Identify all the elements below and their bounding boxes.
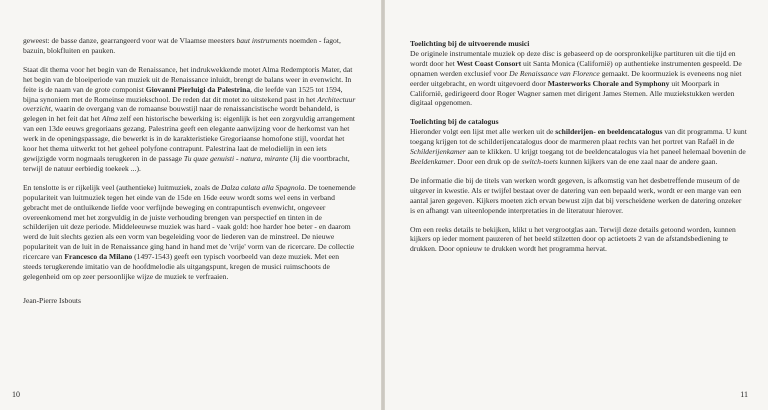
italic-text-run: switch-toets — [521, 156, 558, 166]
italic-text-run: Architectuur overzicht — [23, 94, 356, 114]
text-run: Om een reeks details te bekijken, klikt u het vergrootglas aan. Terwijl deze details getoond worden, kunnen kijkers op ieder moment pauzeren of het beeld stilzetten door op actietoets 2 van de afstandsbediening te drukken. Door opnieuw te drukken wordt het programma hervat. — [410, 224, 736, 254]
text-run: , die leefde van 1525 tot 1594, bijna synoniem met de Romeinse muziekschool. De reden dat dit motet zo uitstekend past in het — [23, 84, 343, 104]
bold-text-run: Francesco da Milano — [64, 252, 133, 262]
bold-text-run: Masterworks Chorale and Symphony — [547, 78, 670, 88]
text-run: (1497-1543) geeft een typisch voorbeeld van deze muziek. Met een steeds terugkerende imitatio van de hoofdmelodie als uitgangspunt, kregen de musici ruimschoots de gelegenheid om op zeer persoonlijke wijze de muziek te verfraaien. — [23, 252, 340, 281]
text-run: van dit programma. U kunt toegang krijgen tot de schilderijencatalogus door de marmeren plaat rechts van het portret van Rafaël in de — [410, 127, 747, 147]
bold-text-run: West Coast Consort — [456, 58, 522, 68]
text-run: (Jij die voortbracht, terwijl de natuur eerbiedig toekeek ...). — [23, 153, 350, 173]
text-run: uit Moorpark in Californië, gedirigeerd door Roger Wagner samen met dirigent James Stemen. Alle muziekstukken werden digitaal opgenomen. — [410, 78, 735, 108]
text-run: , waarin de overgang van de romaanse bouwstijl naar de renaissancistische wordt behandeld, is gelegen in het feit dat het — [23, 104, 340, 124]
text-run: gemaakt. De koormuziek is eveneens nog niet eerder uitgebracht, en wordt uitgevoerd door — [410, 68, 742, 88]
text-run: Hieronder volgt een lijst met alle werken uit de — [410, 127, 556, 137]
dating-info-paragraph — [410, 176, 747, 216]
left-paragraph-2 — [23, 65, 359, 174]
italic-text-run: De Renaissance van Florence — [509, 68, 600, 78]
text-run: zelf een historische bewerking is: eigenlijk is het een zorgvuldig arrangement van een 13de eeuws gregoriaans gezang. Palestrina geeft een elegante aanwijzing voor de herkomst van het werk in de openingspassage, die bewerkt is in de karakteristieke Gregoriaanse homofone stijl, voordat het koor het thema uitwerkt tot het geheel polyfone contrapunt. Palestrina laat de melodielijn in een iets gewijzigde vorm nogmaals terugkeren in de passage — [23, 114, 355, 163]
text-run: Staat dit thema voor het begin van de Renaissance, het indrukwekkende motet Alma Redemptoris Mater, dat het begin van de bloeiperiode van muziek uit de Renaissance inluidt, brengt de balans weer in evenwicht. In feite is de naam van de grote componist — [23, 64, 353, 94]
italic-text-run: Alma — [101, 114, 118, 124]
catalogue-paragraph — [410, 127, 747, 167]
left-paragraph-1 — [23, 36, 359, 56]
italic-text-run: Tu quae genuisti - natura, mirante — [183, 153, 289, 163]
bold-text-run: Giovanni Pierluigi da Palestrina — [145, 84, 251, 94]
italic-text-run: Schilderijenkamer — [410, 147, 466, 157]
page-number-left: 10 — [12, 390, 20, 399]
text-run: kunnen kijkers van de ene zaal naar de andere gaan. — [557, 156, 718, 166]
performers-paragraph — [410, 49, 747, 108]
details-instructions-paragraph — [410, 225, 747, 255]
text-run: . De toenemende populariteit van luitmuziek tegen het einde van de 15de en 16de eeuw wordt soms wel eens in verband gebracht met de ontluikende liefde voor verfijnde beweging en contrapuntisch evenwicht, ongeveer overeenkomend met het zorgvuldig in de juiste verhouding brengen van perspectief en tinten in de schilderijen uit deze periode. Middeleeuwse muziek was hard - vaak gold: hoe harder hoe beter - en daarom werd de luit slechts gezien als een vorm van begeleiding voor de liederen van de minstreel. De nieuwe populariteit van de luit in de Renaissance ging hand in hand met de 'vrije' vorm van de ricercare. De collectie ricercare van — [23, 182, 356, 262]
text-run: geweest: de basse danze, gearrangeerd voor wat de Vlaamse meesters — [23, 36, 237, 45]
text-run: noemden - fagot, bazuin, blokfluiten en pauken. — [23, 36, 341, 55]
text-run: . Door een druk op de — [453, 156, 522, 166]
right-column — [410, 39, 747, 263]
section-heading-catalogue: Toelichting bij de catalogus — [410, 117, 499, 127]
section-heading-performers: Toelichting bij de uitvoerende musici — [410, 39, 530, 48]
page-number-right: 11 — [740, 390, 748, 399]
italic-text-run: Dalza calata alla Spagnola — [221, 182, 305, 192]
italic-text-run: baut instruments — [236, 36, 288, 45]
text-run: De originele instrumentale muziek op deze disc is gebaseerd op de oorspronkelijke partituren uit die tijd en wordt door het — [410, 48, 736, 68]
left-paragraph-3 — [23, 183, 359, 282]
italic-text-run: Beeldenkamer — [410, 156, 454, 166]
text-run: De informatie die bij de titels van werken wordt gegeven, is afkomstig van het desbetreffende museum of de uitgever in kwestie. Als er twijfel bestaat over de datering van een bepaald werk, wordt er een marge van een aantal jaren gegeven. Kijkers moeten zich ervan bewust zijn dat bij verscheidene werken de datering onzeker is en afhangt van uiteenlopende interpretaties in de literatuur hierover. — [410, 175, 742, 215]
text-run: uit Santa Monica (Californië) op authentieke instrumenten gespeeld. De opnamen werden exclusief voor — [410, 58, 742, 78]
bold-text-run: schilderijen- en beeldencatalogus — [555, 127, 663, 137]
text-run: En tenslotte is er rijkelijk veel (authentieke) luitmuziek, zoals de — [23, 182, 222, 192]
left-column — [23, 36, 359, 315]
text-run: aan te klikken. U krijgt toegang tot de beeldencatalogus via het paneel helemaal bovenin de — [465, 147, 746, 157]
right-page — [385, 0, 768, 410]
author-signature: Jean-Pierre Isbouts — [23, 295, 81, 305]
left-page — [0, 0, 381, 410]
